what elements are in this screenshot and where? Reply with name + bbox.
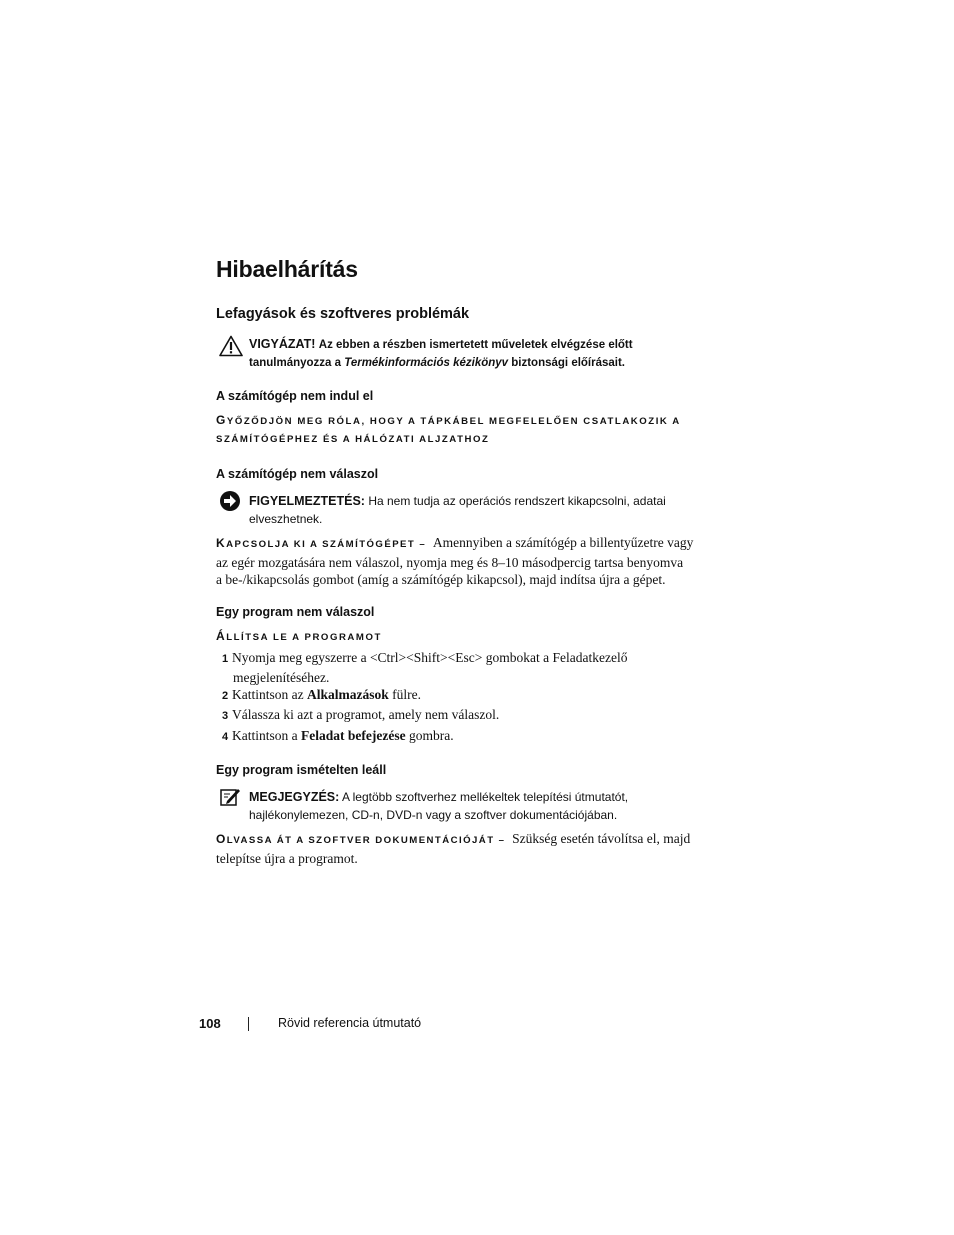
note-pencil-icon (219, 786, 241, 808)
body-line2: az egér mozgatására nem válaszol, nyomja meg és 8–10 másodpercig tartsa benyomva (216, 554, 684, 570)
list-item (222, 706, 692, 726)
step-text: gombra. (405, 728, 454, 743)
step-number: 3 (222, 710, 229, 722)
warning-triangle-icon (219, 335, 243, 357)
note-text-line2: hajlékonylemezen, CD-n, DVD-n vagy a szoftver dokumentációjában. (249, 808, 618, 822)
step-number: 4 (222, 731, 229, 743)
step-number: 2 (222, 690, 229, 702)
subsection-heading-no-start: A számítógép nem indul el (216, 389, 374, 403)
note-block (249, 788, 689, 824)
notice-text-line1: Ha nem tudja az operációs rendszert kikapcsolni, adatai (368, 494, 666, 508)
notice-label: FIGYELMEZTETÉS: (249, 494, 365, 508)
caution-text-line1: Az ebben a részben ismertetett műveletek elvégzése előtt (318, 339, 633, 351)
body-line3: a be-/kikapcsolás gombot (amíg a számítógép kikapcsol), majd indítsa újra a gépet. (216, 572, 666, 587)
page-title: Hibaelhárítás (216, 256, 358, 282)
list-item (222, 727, 692, 747)
caution-text-pre: tanulmányozza a (249, 357, 345, 369)
section-title: Lefagyások és szoftveres problémák (216, 306, 470, 322)
note-label: MEGJEGYZÉS: (249, 790, 340, 804)
ui-term: Feladat befejezése (301, 728, 406, 743)
notice-arrow-icon (219, 490, 241, 512)
body-line1: Szükség esetén távolítsa el, majd (512, 831, 691, 846)
action-initial: G (216, 413, 227, 427)
action-initial: K (216, 536, 227, 550)
caution-label: VIGYÁZAT! (249, 337, 316, 351)
notice-text-line2: elveszhetnek. (249, 512, 323, 526)
subsection-heading-program-not-responding: Egy program nem válaszol (216, 605, 375, 619)
notice-block (249, 492, 689, 528)
body-line1: Amennyiben a számítógép a billentyűzetre vagy (432, 535, 694, 550)
action-read-docs (216, 830, 716, 867)
action-line1: YŐZŐDJÖN MEG RÓLA, HOGY A TÁPKÁBEL MEGFELELŐEN CSATLAKOZIK A (226, 416, 681, 427)
action-end-program (216, 627, 382, 647)
footer-title: Rövid referencia útmutató (278, 1016, 422, 1030)
caution-text-post: biztonsági előírásait. (508, 357, 626, 369)
list-item (222, 686, 692, 706)
caution-manual-title: Termékinformációs kézikönyv (344, 357, 509, 369)
subsection-heading-program-crashes: Egy program ismételten leáll (216, 763, 387, 777)
ui-term: Alkalmazások (306, 687, 389, 702)
subsection-heading-not-responding: A számítógép nem válaszol (216, 467, 379, 481)
page-number: 108 (199, 1016, 221, 1031)
step-text: Nyomja meg egyszerre a <Ctrl><Shift><Esc> gombokat a Feladatkezelő (232, 650, 628, 665)
step-text: Kattintson az (232, 687, 307, 702)
step-text: Kattintson a (232, 728, 301, 743)
step-text: Válassza ki azt a programot, amely nem válaszol. (232, 707, 500, 722)
list-item (222, 649, 692, 686)
footer-separator (248, 1017, 249, 1031)
action-check-power (216, 411, 716, 449)
note-text-line1: A legtöbb szoftverhez mellékeltek telepítési útmutatót, (341, 790, 629, 804)
body-line2: telepítse újra a programot. (216, 850, 358, 866)
action-label: LLÍTSA LE A PROGRAMOT (226, 632, 382, 643)
action-initial: O (216, 832, 227, 846)
action-power-off (216, 534, 716, 589)
action-label: LVASSA ÁT A SZOFTVER DOKUMENTÁCIÓJÁT – (226, 835, 506, 846)
action-line2: SZÁMÍTÓGÉPHEZ ÉS A HÁLÓZATI ALJZATHOZ (216, 434, 490, 445)
action-initial: Á (216, 629, 227, 643)
step-text-cont: megjelenítéséhez. (233, 669, 330, 685)
step-text: fülre. (388, 687, 421, 702)
action-label: APCSOLJA KI A SZÁMÍTÓGÉPET – (226, 539, 427, 550)
step-number: 1 (222, 653, 229, 665)
caution-notice (249, 335, 689, 372)
